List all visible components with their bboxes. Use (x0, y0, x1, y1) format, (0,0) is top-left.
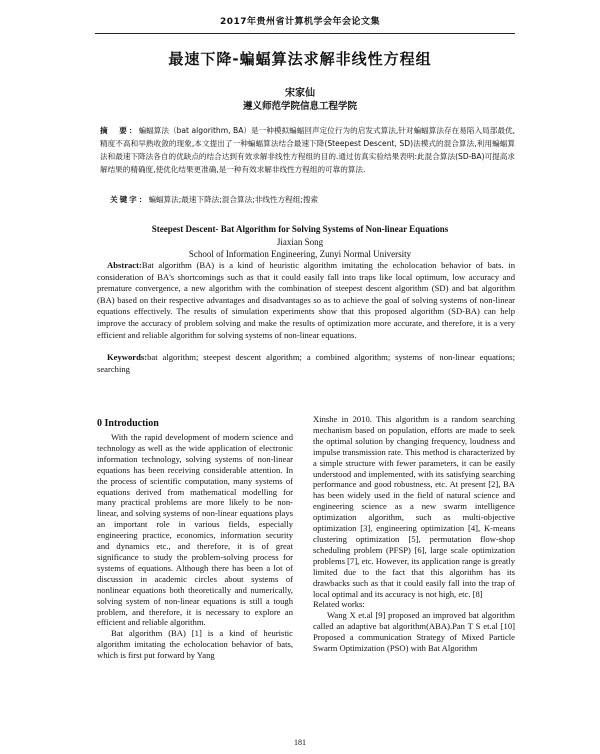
author-en: Jiaxian Song (276, 237, 324, 247)
paper-title-en: Steepest Descent- Bat Algorithm for Solving Systems of Non-linear Equations (151, 224, 449, 234)
running-header: 2017年贵州省计算机学会年会论文集 (219, 17, 381, 27)
keywords-en-label: Keywords: (107, 352, 148, 362)
affiliation-en: School of Information Engineering, Zunyi Normal University (188, 249, 412, 259)
intro-paragraph-continued: Xinshe in 2010. This algorithm is a random searching mechanism based on population, efforts are made to seek the optimal solution by changing frequency, loudness and impulse transmission rate. This method is characterized by a simple structure with fewer parameters, it can be easily understood and implemented, with its satisfying searching performance and good robustness, etc. At present [2], BA has been widely used in the field of natural science and engineering science as a new swarm intelligence optimization algorithm, such as multi-objective optimization [3], engineering optimization [4], K-means clustering optimization [5], permutation flow-shop scheduling problem (PFSP) [6], large scale optimization problems [7], etc. However, its application range is greatly limited due to the fact that this algorithm has its drawbacks such as that it could easily fall into the trap of local optimal and its accuracy is not high, etc. [8] (313, 414, 515, 599)
abstract-zh-label: 摘 要： (100, 126, 139, 135)
affiliation-zh: 遵义师范学院信息工程学院 (242, 101, 357, 112)
paper-title-zh: 最速下降-蝙蝠算法求解非线性方程组 (168, 50, 432, 68)
intro-paragraph-1: With the rapid development of modern science and technology as well as the wide application of electronic information technology, solving systems of non-linear equations has been receiving considerable attention. In the process of scientific computation, many systems of equations derived from mathematical modelling for many practical problems are more likely to be non-linear, and solving systems of non-linear equations plays an important role in various fields, especially engineering practice, economics, information security and dynamics etc., and therefore, it is of great significance to study the problem-solving process for systems of equations. Although there has been a lot of discussion in academic circles about systems of nonlinear equations both theoretically and numerically, solving system of non-linear equations is still a tough problem, and therefore, it is necessary to explore an efficient and reliable algorithm. (97, 432, 293, 628)
related-works-label: Related works: (313, 599, 365, 610)
keywords-en-text: bat algorithm; steepest descent algorithm; a combined algorithm; systems of non-linear equations; searching (97, 352, 515, 374)
intro-paragraph-2: Bat algorithm (BA) [1] is a kind of heuristic algorithm imitating the echolocation behavior of bats, which is first put forward by Yang (97, 628, 293, 661)
keywords-zh-text: 蝙蝠算法;最速下降法;混合算法;非线性方程组;搜索 (148, 195, 319, 204)
left-column (97, 432, 293, 661)
abstract-zh (100, 124, 515, 176)
header-rule (95, 33, 515, 34)
keywords-zh (110, 194, 515, 206)
abstract-en (97, 260, 515, 341)
author-zh: 宋家仙 (285, 88, 315, 99)
keywords-en (97, 352, 515, 375)
abstract-en-text: Bat algorithm (BA) is a kind of heuristic algorithm imitating the echolocation behavior of bats. in consideration of BA's shortcomings such as that it could easily fall into traps like local optimum, low accuracy and premature convergence, a new algorithm with the combination of steepest descent algorithm (SD) and bat algorithm (BA) based on their respective advantages and disadvantages so as to achieve the goal of solving systems of non-linear equations effectively. The results of simulation experiments show that this proposed algorithm (SD-BA) can help improve the accuracy of problem solving and make the results of optimization more accurate, and therefore, it is a very efficient and reliable algorithm for solving systems of non-linear equations. (97, 260, 515, 340)
section-heading-introduction: 0 Introduction (97, 418, 159, 429)
related-works-paragraph: Wang X et.al [9] proposed an improved bat algorithm called an adaptive bat algorithm(ABA).Pan T S et.al [10] Proposed a communication Strategy of Mixed Particle Swarm Optimization (PSO) with Bat Algorithm (313, 610, 515, 654)
abstract-en-label: Abstract: (107, 260, 142, 270)
page-number: 181 (294, 738, 306, 747)
right-column (313, 414, 515, 654)
abstract-zh-text: 蝙蝠算法（bat algorithm, BA）是一种模拟蝙蝠回声定位行为的启发式算法,针对蝙蝠算法存在易陷入局部最优,精度不高和早熟收敛的现象,本文提出了一种蝙蝠算法结合最速下降(Steepest Descent, SD)法模式的混合算法,利用蝙蝠算法和最速下降法各自的优缺点的结合达到有效求解非线性方程组的目的.通过仿真实验结果表明:此混合算法(SD-BA)可提高求解结果的精确度,使优化结果更准确,是一种有效求解非线性方程组的可靠的算法. (100, 126, 515, 174)
keywords-zh-label: 关键字： (110, 195, 149, 204)
